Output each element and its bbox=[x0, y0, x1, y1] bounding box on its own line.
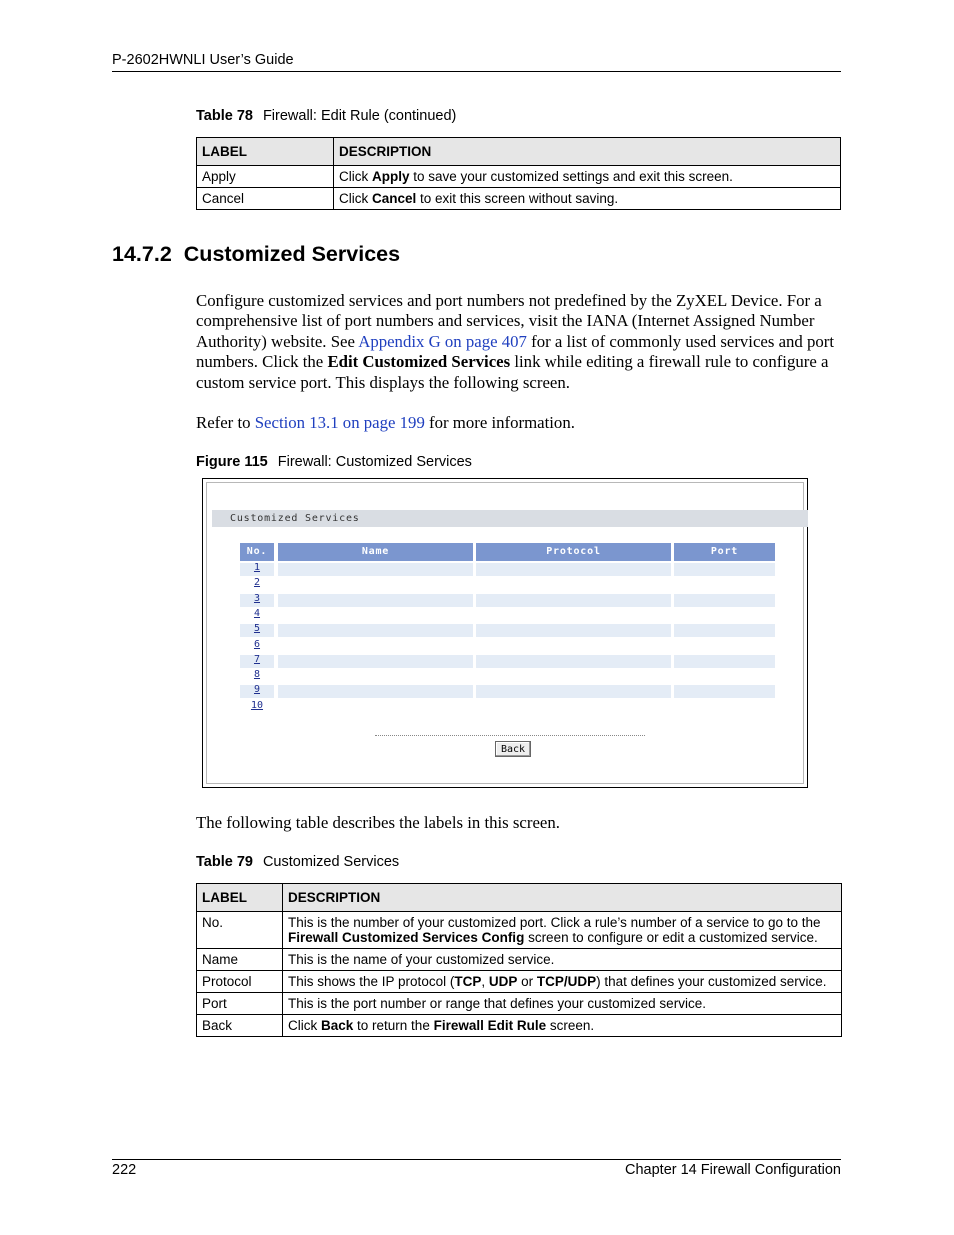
desc-text: This is the number of your customized port. Click a rule’s number of a service to go to the bbox=[288, 915, 821, 930]
row-description bbox=[283, 1015, 842, 1037]
table-row bbox=[197, 188, 841, 210]
column-header-no: No. bbox=[240, 543, 274, 561]
back-button[interactable]: Back bbox=[495, 741, 531, 757]
service-number-link[interactable]: 10 bbox=[250, 699, 264, 711]
service-row-cell bbox=[278, 655, 473, 668]
column-header-protocol: Protocol bbox=[476, 543, 671, 561]
service-row-cell bbox=[674, 594, 775, 607]
service-row-cell bbox=[674, 655, 775, 668]
service-row-cell bbox=[476, 701, 671, 714]
desc-text: Click bbox=[339, 191, 372, 206]
row-description bbox=[334, 188, 841, 210]
service-row-cell bbox=[278, 670, 473, 683]
table-header-row bbox=[197, 138, 841, 166]
screenshot-panel bbox=[206, 482, 804, 784]
service-number-link[interactable]: 7 bbox=[253, 653, 261, 665]
table-row bbox=[197, 949, 842, 971]
desc-text: to exit this screen without saving. bbox=[416, 191, 619, 206]
table-79 bbox=[196, 883, 842, 1037]
desc-bold: Apply bbox=[372, 169, 410, 184]
column-header-label: LABEL bbox=[197, 884, 283, 912]
desc-text: ) that defines your customized service. bbox=[596, 974, 827, 989]
figure-screenshot bbox=[202, 478, 808, 788]
service-row-cell bbox=[674, 685, 775, 698]
desc-text: Click bbox=[288, 1018, 321, 1033]
service-row-cell bbox=[476, 685, 671, 698]
table-row bbox=[197, 993, 842, 1015]
service-row-cell bbox=[476, 609, 671, 622]
section-13-1-link[interactable]: Section 13.1 on page 199 bbox=[254, 413, 425, 432]
desc-text: Click bbox=[339, 169, 372, 184]
service-number-link[interactable]: 1 bbox=[253, 562, 261, 573]
figure-caption-title: Firewall: Customized Services bbox=[277, 454, 472, 470]
service-number-link[interactable]: 4 bbox=[253, 607, 261, 619]
chapter-title: Chapter 14 Firewall Configuration bbox=[625, 1162, 841, 1178]
paragraph-text: Configure customized services and port numbers not predefined by the ZyXEL Device. For a comprehensive list of port numbers and services, visit the IANA (Internet Assigned Number Authority) website. See bbox=[196, 291, 822, 351]
figure-115-caption bbox=[196, 454, 472, 470]
desc-bold: TCP/UDP bbox=[536, 974, 597, 989]
service-row-cell bbox=[476, 655, 671, 668]
column-header-name: Name bbox=[278, 543, 473, 561]
row-label: Apply bbox=[197, 166, 334, 188]
table-78-caption bbox=[196, 108, 456, 124]
table-row bbox=[197, 912, 842, 949]
row-label: Name bbox=[197, 949, 283, 971]
service-row-cell bbox=[476, 624, 671, 637]
desc-text: or bbox=[517, 974, 537, 989]
desc-text: screen to configure or edit a customized service. bbox=[524, 930, 818, 945]
desc-bold: UDP bbox=[488, 974, 518, 989]
service-number-link[interactable]: 6 bbox=[253, 638, 261, 650]
service-row-cell bbox=[476, 594, 671, 607]
column-header-description: DESCRIPTION bbox=[283, 884, 842, 912]
header-rule bbox=[112, 71, 841, 72]
service-row-cell bbox=[278, 563, 473, 576]
table-79-caption-title: Customized Services bbox=[262, 854, 400, 870]
table-78 bbox=[196, 137, 841, 210]
desc-text: to save your customized settings and exit this screen. bbox=[409, 169, 733, 184]
panel-title-bar: Customized Services bbox=[212, 510, 808, 527]
column-header-label: LABEL bbox=[197, 138, 334, 166]
running-header: P-2602HWNLI User’s Guide bbox=[112, 52, 294, 68]
row-description bbox=[283, 912, 842, 949]
desc-text: This shows the IP protocol ( bbox=[288, 974, 455, 989]
service-row-cell bbox=[278, 701, 473, 714]
desc-bold: Back bbox=[321, 1018, 354, 1033]
service-row-cell bbox=[674, 670, 775, 683]
row-label: No. bbox=[197, 912, 283, 949]
service-row-cell bbox=[278, 685, 473, 698]
service-row-cell bbox=[476, 563, 671, 576]
paragraph-text: link while editing a firewall rule to configure a custom service port. This displays the following screen. bbox=[196, 352, 829, 392]
desc-bold: TCP bbox=[454, 974, 482, 989]
desc-text: screen. bbox=[546, 1018, 595, 1033]
row-description bbox=[283, 971, 842, 993]
service-row-cell bbox=[476, 670, 671, 683]
row-label: Port bbox=[197, 993, 283, 1015]
service-row-cell bbox=[674, 563, 775, 576]
service-row-cell bbox=[278, 624, 473, 637]
service-number-link[interactable]: 5 bbox=[253, 623, 261, 635]
desc-text: , bbox=[481, 974, 489, 989]
appendix-g-link[interactable]: Appendix G on page 407 bbox=[358, 331, 527, 351]
table-intro-paragraph: The following table describes the labels in this screen. bbox=[196, 813, 560, 832]
refer-paragraph bbox=[196, 413, 842, 433]
service-number-link[interactable]: 8 bbox=[253, 669, 261, 681]
row-label: Back bbox=[197, 1015, 283, 1037]
section-number: 14.7.2 bbox=[112, 242, 172, 266]
table-header-row bbox=[197, 884, 842, 912]
column-header-port: Port bbox=[674, 543, 775, 561]
table-79-caption-label: Table 79 bbox=[196, 854, 253, 870]
table-row bbox=[197, 166, 841, 188]
paragraph-text: Refer to bbox=[196, 413, 255, 432]
service-number-link[interactable]: 2 bbox=[253, 577, 261, 589]
section-heading bbox=[112, 242, 400, 267]
row-description: This is the name of your customized service. bbox=[283, 949, 842, 971]
service-row-cell bbox=[476, 578, 671, 591]
service-row-cell bbox=[278, 640, 473, 653]
row-description: This is the port number or range that defines your customized service. bbox=[283, 993, 842, 1015]
desc-text: to return the bbox=[353, 1018, 434, 1033]
service-row-cell bbox=[476, 640, 671, 653]
service-row-cell bbox=[674, 624, 775, 637]
footer-rule bbox=[112, 1159, 841, 1160]
service-row-cell bbox=[278, 609, 473, 622]
paragraph-bold: Edit Customized Services bbox=[327, 352, 511, 372]
service-row-cell bbox=[674, 609, 775, 622]
table-row bbox=[197, 971, 842, 993]
row-label: Cancel bbox=[197, 188, 334, 210]
paragraph-text: for more information. bbox=[424, 413, 575, 432]
desc-bold: Firewall Edit Rule bbox=[433, 1018, 547, 1033]
desc-bold: Cancel bbox=[372, 191, 417, 206]
service-row-cell bbox=[674, 640, 775, 653]
table-78-caption-label: Table 78 bbox=[196, 108, 253, 124]
service-number-link[interactable]: 3 bbox=[253, 592, 261, 604]
table-row bbox=[197, 1015, 842, 1037]
row-label: Protocol bbox=[197, 971, 283, 993]
section-title: Customized Services bbox=[183, 242, 401, 266]
service-row-cell bbox=[674, 578, 775, 591]
paragraph-text: for a list of commonly used services and port numbers. Click the bbox=[196, 331, 835, 372]
service-row-cell bbox=[278, 578, 473, 591]
row-description bbox=[334, 166, 841, 188]
intro-paragraph bbox=[196, 291, 842, 393]
service-number-link[interactable]: 9 bbox=[253, 684, 261, 696]
desc-bold: Firewall Customized Services Config bbox=[288, 930, 525, 945]
service-row-cell bbox=[278, 594, 473, 607]
dotted-separator bbox=[375, 735, 645, 736]
table-79-caption bbox=[196, 854, 399, 870]
table-78-caption-title: Firewall: Edit Rule (continued) bbox=[262, 108, 457, 124]
column-header-description: DESCRIPTION bbox=[334, 138, 841, 166]
service-row-cell bbox=[674, 701, 775, 714]
page-number: 222 bbox=[112, 1162, 137, 1178]
figure-caption-label: Figure 115 bbox=[196, 454, 268, 470]
